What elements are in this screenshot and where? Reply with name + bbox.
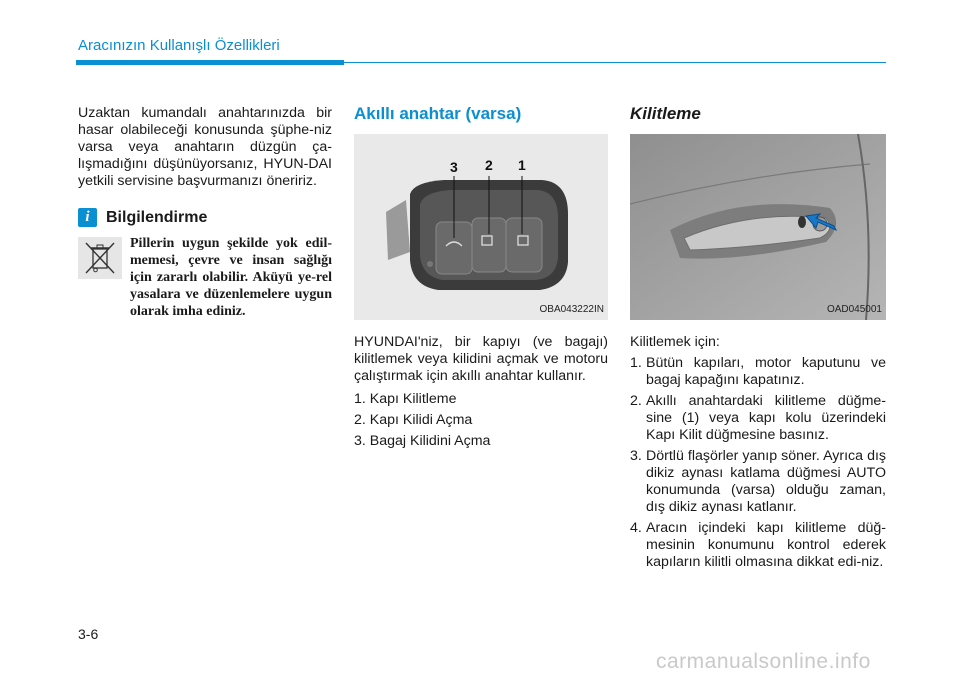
- info-heading: [78, 208, 332, 227]
- watermark: carmanualsonline.info: [656, 650, 871, 673]
- step-text: Aracın içindeki kapı kilitleme düğ-mesinin konumunu kontrol ederek kapıların kilitli olmasına dikkat edi-niz.: [646, 520, 886, 570]
- figure-caption-door: OAD045001: [826, 304, 882, 315]
- header-rule: [76, 60, 886, 66]
- info-body: [78, 235, 332, 320]
- list-item: 2. Kapı Kilidi Açma: [354, 412, 473, 428]
- intro-paragraph: Uzaktan kumandalı anahtarınızda bir hasar olabileceği konusunda şüphe-niz varsa veya anahtarın düzgün ça-lışmadığını düşünüyorsanız, HYUN-DAI yetkili servisine başvurmanızı öneririz.: [78, 105, 332, 189]
- door-handle-figure: [630, 134, 886, 320]
- list-item: 3. Bagaj Kilidini Açma: [354, 433, 491, 449]
- door-handle-illustration: [630, 134, 886, 320]
- column-left: [78, 105, 332, 320]
- section-title-locking: Kilitleme: [630, 104, 701, 123]
- step-text: Akıllı anahtardaki kilitleme düğme-sine (1) veya kapı kolu üzerindeki Kapı Kilit düğmesine basınız.: [646, 393, 886, 443]
- locking-intro: Kilitlemek için:: [630, 334, 720, 350]
- info-text: Pillerin uygun şekilde yok edil-memesi, çevre ve insan sağlığı için zararlı olabilir. Aküyü ye-rel yasalara ve düzenlemelere uygun olarak imha ediniz.: [130, 236, 332, 319]
- info-icon: i: [78, 208, 97, 227]
- smart-key-button-list: [354, 391, 608, 450]
- list-item: 1. Kapı Kilitleme: [354, 391, 457, 407]
- list-item: [630, 448, 886, 516]
- crossed-bin-icon: [78, 237, 122, 279]
- section-title-smart-key: Akıllı anahtar (varsa): [354, 104, 522, 123]
- step-text: Bütün kapıları, motor kaputunu ve bagaj kapağını kapatınız.: [646, 355, 886, 388]
- header-rule-thin: [344, 62, 886, 63]
- step-number: 2.: [630, 393, 642, 409]
- column-right: [630, 105, 886, 575]
- step-number: 4.: [630, 520, 642, 536]
- column-middle: [354, 105, 608, 454]
- key-label-3: 3: [450, 159, 458, 175]
- figure-caption-smart-key: OBA043222IN: [539, 304, 604, 315]
- step-number: 1.: [630, 355, 642, 371]
- list-item: [630, 520, 886, 571]
- step-number: 3.: [630, 448, 642, 464]
- step-text: Dörtlü flaşörler yanıp söner. Ayrıca dış dikiz aynası katlama düğmesi AUTO konumunda (varsa) olduğu zaman, dış dikiz aynası katlanır.: [646, 448, 886, 515]
- header-rule-thick: [76, 60, 344, 65]
- info-title: Bilgilendirme: [106, 209, 208, 226]
- key-label-1: 1: [518, 157, 526, 173]
- smart-key-figure: [354, 134, 608, 320]
- key-label-2: 2: [485, 157, 493, 173]
- smart-key-illustration: [354, 134, 608, 320]
- list-item: [630, 355, 886, 389]
- header-title: Aracınızın Kullanışlı Özellikleri: [78, 37, 280, 54]
- smart-key-body: HYUNDAI'niz, bir kapıyı (ve bagajı) kilitlemek veya kilidini açmak ve motoru çalıştırmak için akıllı anahtar kullanır.: [354, 334, 608, 384]
- locking-steps: [630, 355, 886, 571]
- list-item: [630, 393, 886, 444]
- page-number: 3-6: [78, 626, 99, 642]
